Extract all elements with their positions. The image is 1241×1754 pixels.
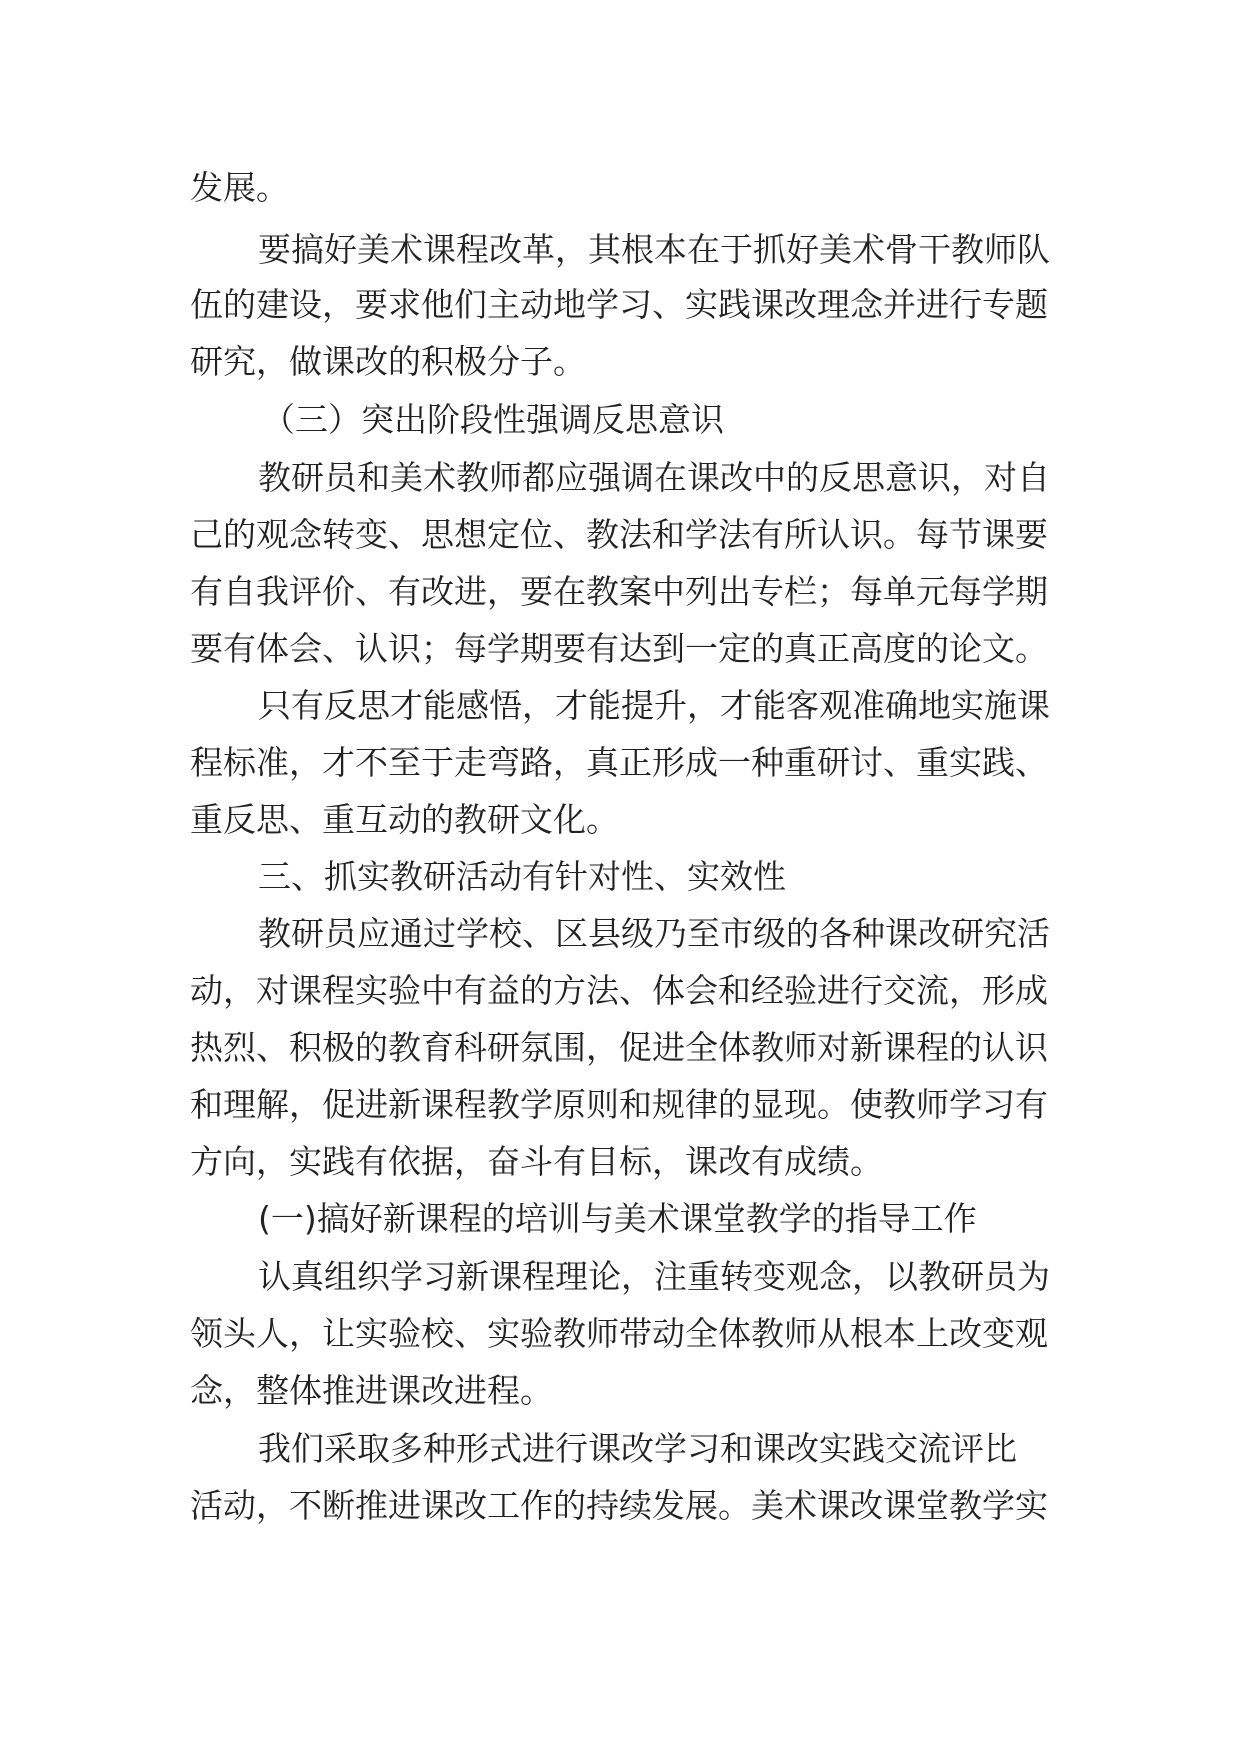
paragraph-first-line: 只有反思才能感悟，才能提升，才能客观准确地实施课 (258, 686, 1050, 725)
text-line: 伍的建设，要求他们主动地学习、实践课改理念并进行专题 (190, 285, 1048, 324)
text-line: 方向，实践有依据，奋斗有目标，课改有成绩。 (190, 1142, 883, 1181)
text-line: 程标准，才不至于走弯路，真正形成一种重研讨、重实践、 (190, 743, 1048, 782)
paragraph-first-line: 认真组织学习新课程理论，注重转变观念，以教研员为 (258, 1257, 1050, 1296)
text-line: 念，整体推进课改进程。 (190, 1371, 553, 1410)
section-heading: （三）突出阶段性强调反思意识 (262, 400, 724, 439)
text-line: 动，对课程实验中有益的方法、体会和经验进行交流，形成 (190, 971, 1048, 1010)
text-line: 重反思、重互动的教研文化。 (190, 800, 619, 839)
text-line: 己的观念转变、思想定位、教法和学法有所认识。每节课要 (190, 515, 1048, 554)
paragraph-first-line: 要搞好美术课程改革，其根本在于抓好美术骨干教师队 (258, 230, 1050, 269)
text-line: 领头人，让实验校、实验教师带动全体教师从根本上改变观 (190, 1314, 1048, 1353)
paragraph-first-line: 教研员应通过学校、区县级乃至市级的各种课改研究活 (258, 914, 1050, 953)
text-line: 有自我评价、有改进，要在教案中列出专栏；每单元每学期 (190, 572, 1048, 611)
text-line: 要有体会、认识；每学期要有达到一定的真正高度的论文。 (190, 629, 1048, 668)
text-line: 研究，做课改的积极分子。 (190, 342, 586, 381)
text-line: 发展。 (190, 168, 289, 207)
section-heading: 三、抓实教研活动有针对性、实效性 (258, 857, 786, 896)
paragraph-first-line: 教研员和美术教师都应强调在课改中的反思意识，对自 (258, 458, 1050, 497)
section-heading: (一)搞好新课程的培训与美术课堂教学的指导工作 (258, 1199, 977, 1238)
text-line: 和理解，促进新课程教学原则和规律的显现。使教师学习有 (190, 1085, 1048, 1124)
text-line: 热烈、积极的教育科研氛围，促进全体教师对新课程的认识 (190, 1028, 1048, 1067)
paragraph-first-line: 我们采取多种形式进行课改学习和课改实践交流评比 (258, 1429, 1017, 1468)
text-line: 活动，不断推进课改工作的持续发展。美术课改课堂教学实 (190, 1486, 1048, 1525)
